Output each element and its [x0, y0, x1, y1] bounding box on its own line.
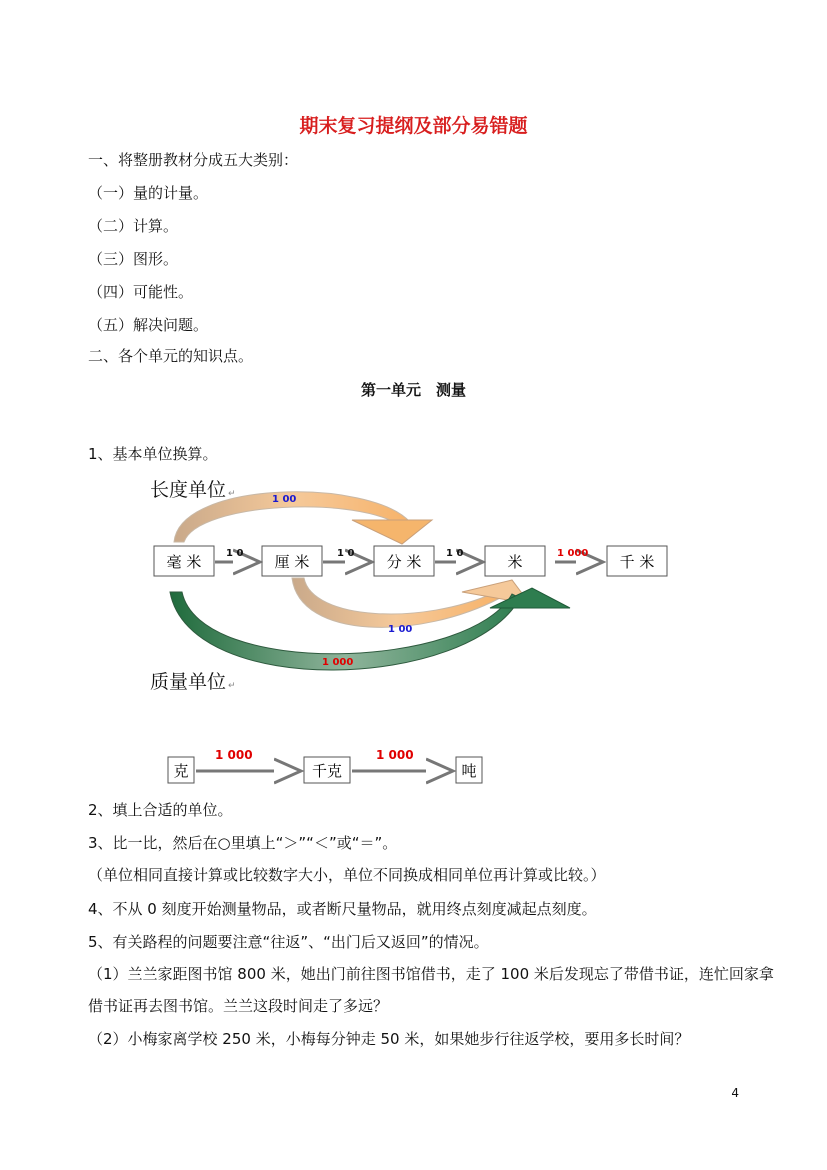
return-mark: ↵ [228, 489, 236, 499]
category-item: （四）可能性。 [88, 283, 194, 301]
unit-km: 千 米 [619, 553, 655, 571]
rate-dm-m: 1 0 [446, 548, 464, 559]
rate-cm-dm: 1 0 [337, 548, 355, 559]
length-heading: 长度单位 [150, 479, 227, 501]
rate-m-km: 1 000 [557, 548, 589, 559]
mass-heading: 质量单位 [150, 671, 227, 693]
unit-dm: 分 米 [386, 553, 422, 571]
item-fill-units: 2、填上合适的单位。 [88, 801, 233, 819]
arrowhead-dm-orange [352, 520, 432, 544]
rate-mm-cm: 1 0 [226, 548, 244, 559]
problem-2: （2）小梅家离学校 250 米，小梅每分钟走 50 米，如果她步行往返学校，要用多长时间？ [88, 1030, 690, 1048]
item-unit-conversion: 1、基本单位换算。 [88, 445, 218, 463]
unit-g: 克 [173, 762, 189, 780]
category-item: （五）解决问题。 [88, 316, 209, 334]
mass-unit-diagram [160, 735, 490, 787]
rate-arc-bottom: 1 000 [322, 657, 354, 668]
category-item: （三）图形。 [88, 250, 179, 268]
unit-mm: 毫 米 [166, 553, 202, 571]
rate-kg-t: 1 000 [376, 748, 414, 762]
unit-cm: 厘 米 [274, 553, 310, 571]
problem-1-line-2: 借书证再去图书馆。兰兰这段时间走了多远？ [88, 997, 389, 1015]
knowledge-heading: 二、各个单元的知识点。 [88, 347, 254, 365]
page-number: 4 [731, 1086, 739, 1100]
item-measure: 4、不从 0 刻度开始测量物品，或者断尺量物品，就用终点刻度减起点刻度。 [88, 900, 597, 918]
problem-1-line-1: （1）兰兰家距图书馆 800 米，她出门前往图书馆借书，走了 100 米后发现忘了带借书证，连忙回家拿 [88, 965, 774, 983]
unit-m: 米 [507, 553, 523, 571]
length-unit-diagram [140, 470, 680, 695]
return-mark: ↵ [228, 681, 236, 691]
category-item: （一）量的计量。 [88, 184, 209, 202]
arc-cm-to-m [292, 578, 500, 627]
section-title: 第一单元 测量 [360, 381, 466, 399]
page-title: 期末复习提纲及部分易错题 [299, 115, 528, 137]
item-compare: 3、比一比，然后在○里填上“＞”“＜”或“＝”。 [88, 834, 398, 852]
outline-heading: 一、将整册教材分成五大类别： [88, 151, 299, 169]
item-distance: 5、有关路程的问题要注意“往返”、“出门后又返回”的情况。 [88, 933, 489, 951]
unit-kg: 千克 [311, 762, 343, 780]
rate-g-kg: 1 000 [215, 748, 253, 762]
rate-arc-mid: 1 00 [388, 624, 413, 635]
item-compare-note: （单位相同直接计算或比较数字大小，单位不同换成相同单位再计算或比较。） [88, 866, 606, 884]
rate-arc-top: 1 00 [272, 494, 297, 505]
category-item: （二）计算。 [88, 217, 179, 235]
unit-t: 吨 [461, 762, 477, 780]
